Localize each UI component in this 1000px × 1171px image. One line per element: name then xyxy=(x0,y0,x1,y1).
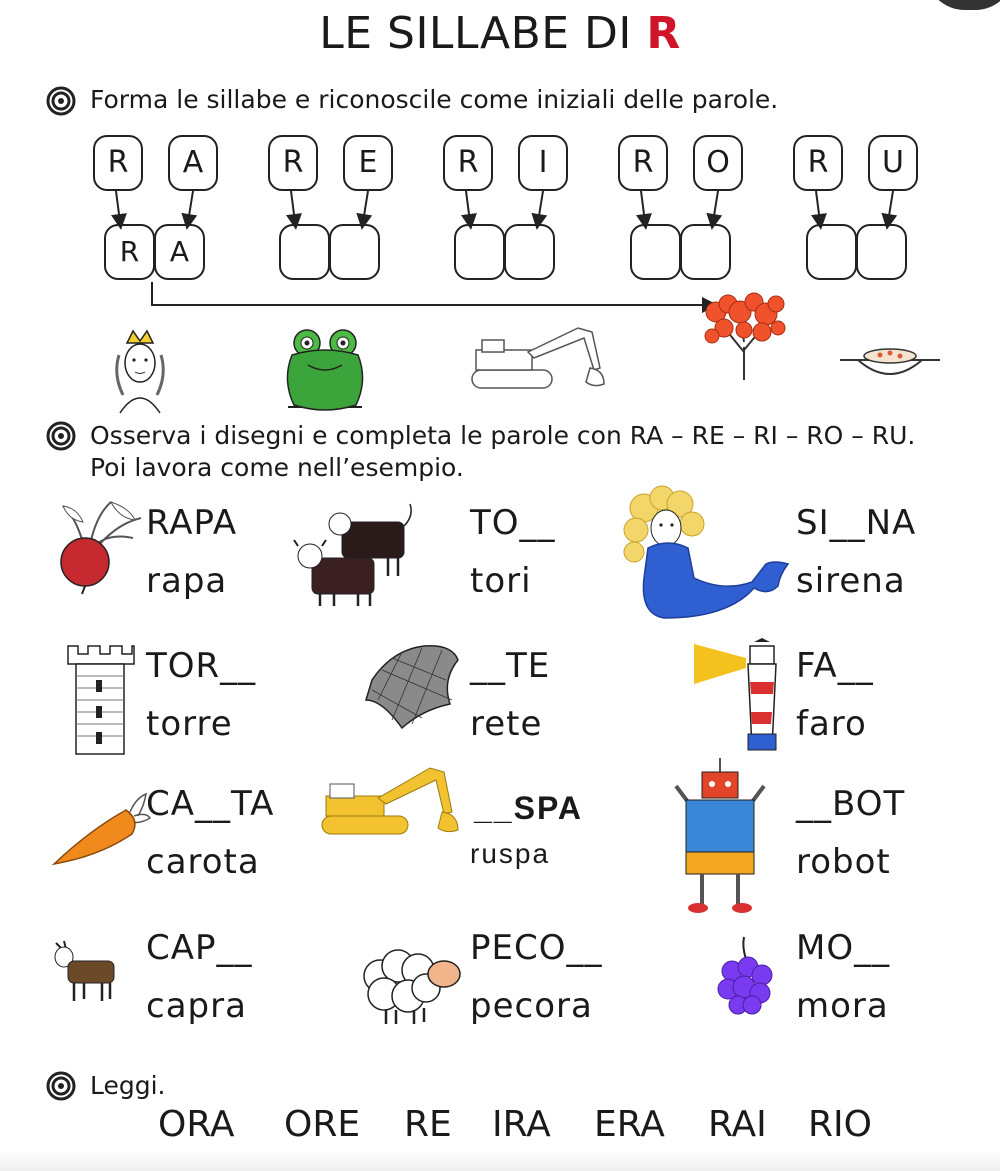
word-prompt: MO__ xyxy=(796,928,891,968)
blackberry-icon xyxy=(714,935,776,1019)
word-prompt: RAPA xyxy=(146,503,238,543)
reading-word: RE xyxy=(404,1104,452,1145)
consonant-box: R xyxy=(793,135,843,191)
reading-word: ORE xyxy=(284,1104,361,1145)
goat-icon xyxy=(50,935,124,1003)
vowel-box: O xyxy=(693,135,743,191)
reading-word: ERA xyxy=(594,1104,665,1145)
vowel-box: I xyxy=(518,135,568,191)
beet-icon xyxy=(55,498,145,594)
yellow-excavator-icon xyxy=(318,760,466,840)
vowel-box: A xyxy=(168,135,218,191)
reading-word: RIO xyxy=(808,1104,872,1145)
consonant-box: R xyxy=(93,135,143,191)
word-prompt: TOR__ xyxy=(146,646,257,686)
lighthouse-icon xyxy=(694,638,786,752)
vowel-box: U xyxy=(868,135,918,191)
bottom-shadow xyxy=(0,1150,1000,1171)
word-prompt: TO__ xyxy=(470,503,556,543)
word-answer[interactable]: ruspa xyxy=(470,838,551,869)
consonant-box: R xyxy=(268,135,318,191)
word-prompt: PECO__ xyxy=(470,928,603,968)
word-prompt: FA__ xyxy=(796,646,874,686)
frog-icon xyxy=(280,325,370,413)
consonant-box: R xyxy=(443,135,493,191)
word-answer[interactable]: robot xyxy=(796,842,891,882)
queen-icon xyxy=(105,325,175,415)
mermaid-icon xyxy=(622,488,790,626)
word-answer[interactable]: torre xyxy=(146,704,233,744)
word-prompt: CAP__ xyxy=(146,928,253,968)
word-answer[interactable]: pecora xyxy=(470,986,593,1026)
reading-word: IRA xyxy=(492,1104,551,1145)
word-prompt: __TE xyxy=(470,646,551,686)
word-answer[interactable]: sirena xyxy=(796,561,906,601)
word-answer[interactable]: mora xyxy=(796,986,889,1026)
risotto-icon xyxy=(838,338,942,382)
word-prompt: SI__NA xyxy=(796,503,917,543)
robot-icon xyxy=(668,756,772,916)
exercise2-instruction: Osserva i disegni e completa le parole con RA – RE – RI – RO – RU. xyxy=(90,421,916,450)
spiral-icon xyxy=(46,421,76,451)
syllable-answer-box[interactable]: A xyxy=(154,224,205,280)
spiral-icon xyxy=(46,1071,76,1101)
excavator-sketch-icon xyxy=(468,318,618,398)
tower-icon xyxy=(66,640,134,756)
word-prompt: __BOT xyxy=(796,784,906,824)
coral-icon xyxy=(704,292,786,382)
page-title: LE SILLABE DI R xyxy=(319,8,681,59)
vowel-box: E xyxy=(343,135,393,191)
word-answer[interactable]: capra xyxy=(146,986,247,1026)
word-answer[interactable]: carota xyxy=(146,842,260,882)
arrows xyxy=(0,0,1000,320)
exercise1-instruction: Forma le sillabe e riconoscile come iniziali delle parole. xyxy=(90,85,779,114)
exercise3-instruction: Leggi. xyxy=(90,1071,166,1100)
exercise2-instruction-line2: Poi lavora come nell’esempio. xyxy=(90,453,464,482)
syllable-answer-box[interactable]: R xyxy=(104,224,155,280)
title-letter: R xyxy=(646,8,681,59)
word-prompt: CA__TA xyxy=(146,784,275,824)
bulls-icon xyxy=(292,500,422,606)
net-icon xyxy=(362,640,462,730)
carrot-icon xyxy=(50,790,150,870)
word-answer[interactable]: tori xyxy=(470,561,532,601)
word-prompt: __SPA xyxy=(474,790,584,826)
word-answer[interactable]: rete xyxy=(470,704,543,744)
sheep-icon xyxy=(360,938,464,1026)
reading-word: RAI xyxy=(708,1104,767,1145)
word-answer[interactable]: faro xyxy=(796,704,867,744)
reading-word: ORA xyxy=(158,1104,235,1145)
word-answer[interactable]: rapa xyxy=(146,561,228,601)
consonant-box: R xyxy=(618,135,668,191)
